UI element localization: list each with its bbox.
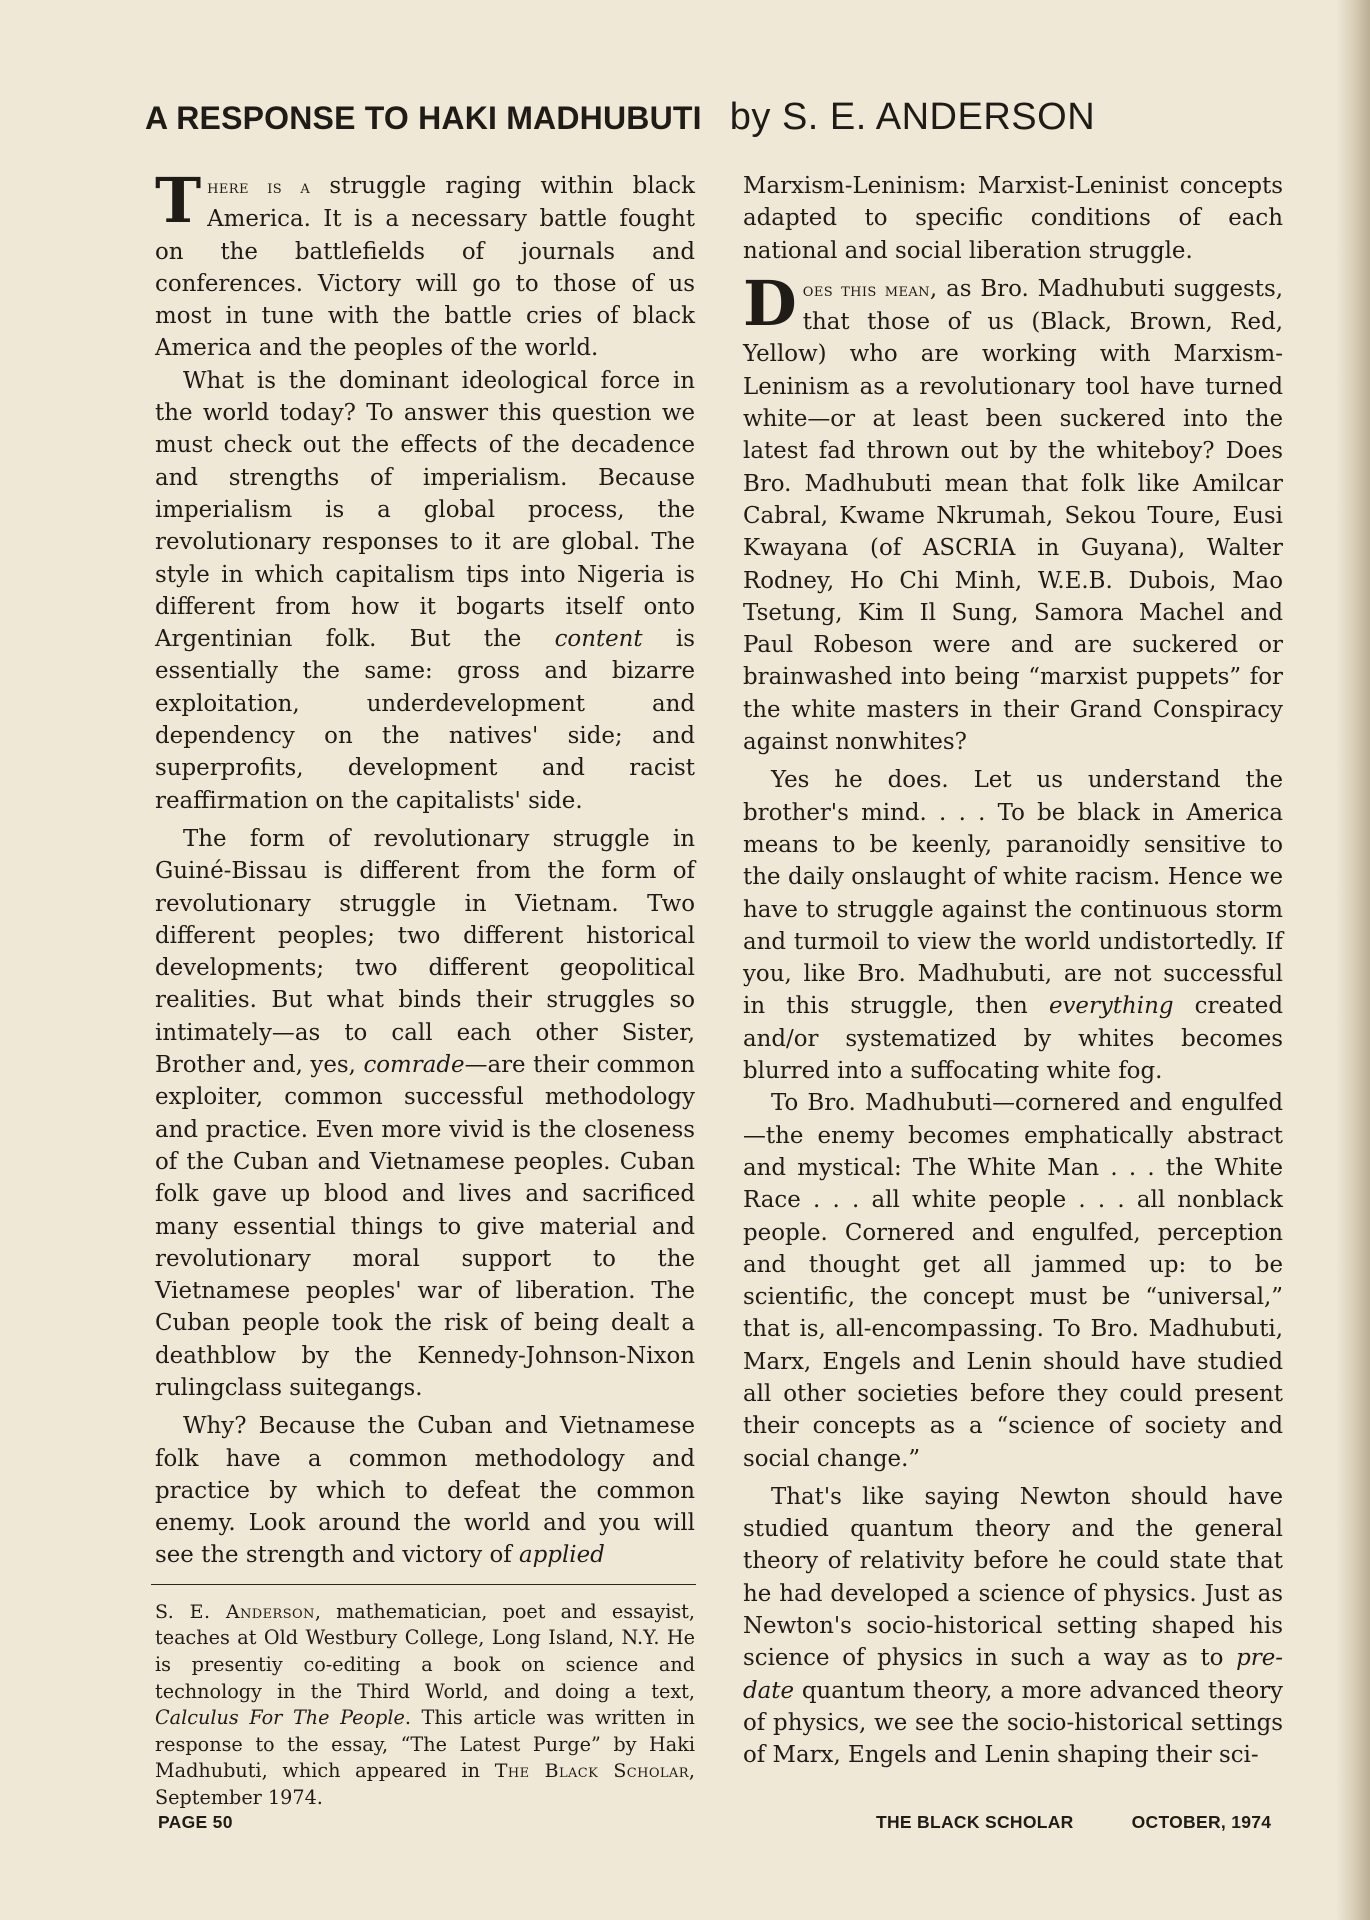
- drop-cap: D: [743, 266, 797, 340]
- paragraph-text: created and/or systematized by whites becomes blurred into a suffocating white fog.: [743, 993, 1283, 1085]
- paragraph-1: [155, 164, 695, 365]
- emphasis-text: everything: [1048, 993, 1174, 1020]
- emphasis-text: content: [554, 626, 643, 653]
- paragraph-text: is essentially the same: gross and bizarre exploitation, underdevelopment and dependency on the natives' side; and superprofits, development and racist reaffirmation on the capitalists' side.: [155, 626, 695, 814]
- footnote-divider: [151, 1584, 696, 1585]
- small-caps-lead: oes this mean: [802, 278, 930, 301]
- emphasis-text: pre-date: [743, 1645, 1283, 1704]
- paragraph-text: What is the dominant ideological force in the world today? To answer this question we must check out the effects of the decadence and strengths of imperialism. Because imperialism is a global process, the revolutionary responses to it are global. The style in which capitalism tips into Nigeria is different from how it bogarts itself onto Argentinian folk. But the: [155, 367, 695, 653]
- paragraph-text: Yes he does. Let us understand the brother's mind. . . . To be black in America means to be keenly, paranoidly sensitive to the daily onslaught of white racism. Hence we have to struggle against the continuous storm and turmoil to view the world undistortedly. If you, like Bro. Madhubuti, are not successful in this struggle, then: [743, 767, 1283, 1020]
- running-footer: [876, 1812, 1271, 1833]
- paragraph-7: [743, 764, 1283, 1087]
- emphasis-text: applied: [518, 1542, 605, 1569]
- book-title: Calculus For The People: [155, 1706, 405, 1730]
- author-bio: [155, 1599, 695, 1812]
- paragraph-text: —are their common exploiter, common successful methodology and practice. Even more vivid is the closeness of the Cuban and Vietnamese peoples. Cuban folk gave up blood and lives and sacrificed many essential things to give material and revolutionary moral support to the Vietnamese peoples' war of liberation. The Cuban people took the risk of being dealt a deathblow by the Kennedy-Johnson-Nixon rulingclass suitegangs.: [155, 1052, 695, 1401]
- left-column: [155, 164, 695, 1812]
- paragraph-6: [743, 266, 1283, 758]
- paragraph-text: , as Bro. Madhubuti suggests, that those of us (Black, Brown, Red, Yellow) who are working with Marxism-Leninism as a revolutionary tool have turned white—or at least been suckered into the latest fad thrown out by the whiteboy? Does Bro. Madhubuti mean that folk like Amilcar Cabral, Kwame Nkrumah, Sekou Toure, Eusi Kwayana (of ASCRIA in Guyana), Walter Rodney, Ho Chi Minh, W.E.B. Dubois, Mao Tsetung, Kim Il Sung, Samora Machel and Paul Robeson were and are suckered or brainwashed into being “marxist puppets” for the white masters in their Grand Conspiracy against nonwhites?: [743, 275, 1283, 756]
- bio-text: , mathematician, poet and essayist, teaches at Old Westbury College, Long Island, N.Y. He is presentiy co-editing a book on science and technology in the Third World, and doing a text,: [155, 1599, 695, 1703]
- paragraph-8: [743, 1087, 1283, 1475]
- paragraph-5: [743, 170, 1283, 267]
- bio-text: , September 1974.: [155, 1759, 695, 1809]
- footer-date: OCTOBER, 1974: [1131, 1812, 1272, 1832]
- article-byline: by S. E. ANDERSON: [729, 96, 1096, 138]
- paragraph-text: struggle raging within black America. It is a necessary battle fought on the battlefields of journals and conferences. Victory will go to those of us most in tune with the battle cries of black America and the peoples of the world.: [155, 173, 695, 362]
- footer-publication: THE BLACK SCHOLAR: [876, 1812, 1074, 1832]
- article-title: A RESPONSE TO HAKI MADHUBUTI: [145, 100, 702, 136]
- publication-name: The Black Scholar: [494, 1760, 689, 1783]
- paragraph-text: To Bro. Madhubuti—cornered and engulfed—the enemy becomes emphatically abstract and mystical: The White Man . . . the White Race . . . all white people . . . all nonblack people. Cornered and engulfed, perception and thought get all jammed up: to be scientific, the concept must be “universal,” that is, all-encompassing. To Bro. Madhubuti, Marx, Engels and Lenin should have studied all other societies before they could present their concepts as a “science of society and social change.”: [743, 1090, 1283, 1472]
- drop-cap: T: [155, 164, 202, 237]
- article-header: [145, 96, 1255, 139]
- page-edge-shadow: [1336, 0, 1370, 1920]
- paragraph-text: Why? Because the Cuban and Vietnamese folk have a common methodology and practice by which to defeat the common enemy. Look around the world and you will see the strength and victory of: [155, 1413, 695, 1569]
- emphasis-text: comrade: [363, 1052, 465, 1079]
- paragraph-text: quantum theory, a more advanced theory of physics, we see the socio-historical settings of Marx, Engels and Lenin shaping their sci-: [743, 1677, 1283, 1769]
- paragraph-4: [155, 1410, 695, 1571]
- page-number: PAGE 50: [158, 1812, 233, 1832]
- paragraph-text: Marxism-Leninism: Marxist-Leninist concepts adapted to specific conditions of each national and social liberation struggle.: [743, 173, 1283, 264]
- author-name: S. E. Anderson: [155, 1600, 315, 1623]
- right-column: [743, 170, 1283, 1772]
- paragraph-9: [743, 1481, 1283, 1772]
- paragraph-text: That's like saying Newton should have studied quantum theory and the general theory of relativity before he could state that he had developed a science of physics. Just as Newton's socio-historical setting shaped his science of physics in such a way as to: [743, 1483, 1283, 1672]
- bio-text: . This article was written in response to the essay, “The Latest Purge” by Haki Madhubuti, which appeared in: [155, 1706, 695, 1783]
- paragraph-text: The form of revolutionary struggle in Guiné-Bissau is different from the form of revolutionary struggle in Vietnam. Two different peoples; two different historical developments; two different geopolitical realities. But what binds their struggles so intimately—as to call each other Sister, Brother and, yes,: [155, 825, 695, 1079]
- small-caps-lead: here is a: [207, 176, 311, 198]
- paragraph-3: [155, 823, 695, 1404]
- paragraph-2: [155, 365, 695, 817]
